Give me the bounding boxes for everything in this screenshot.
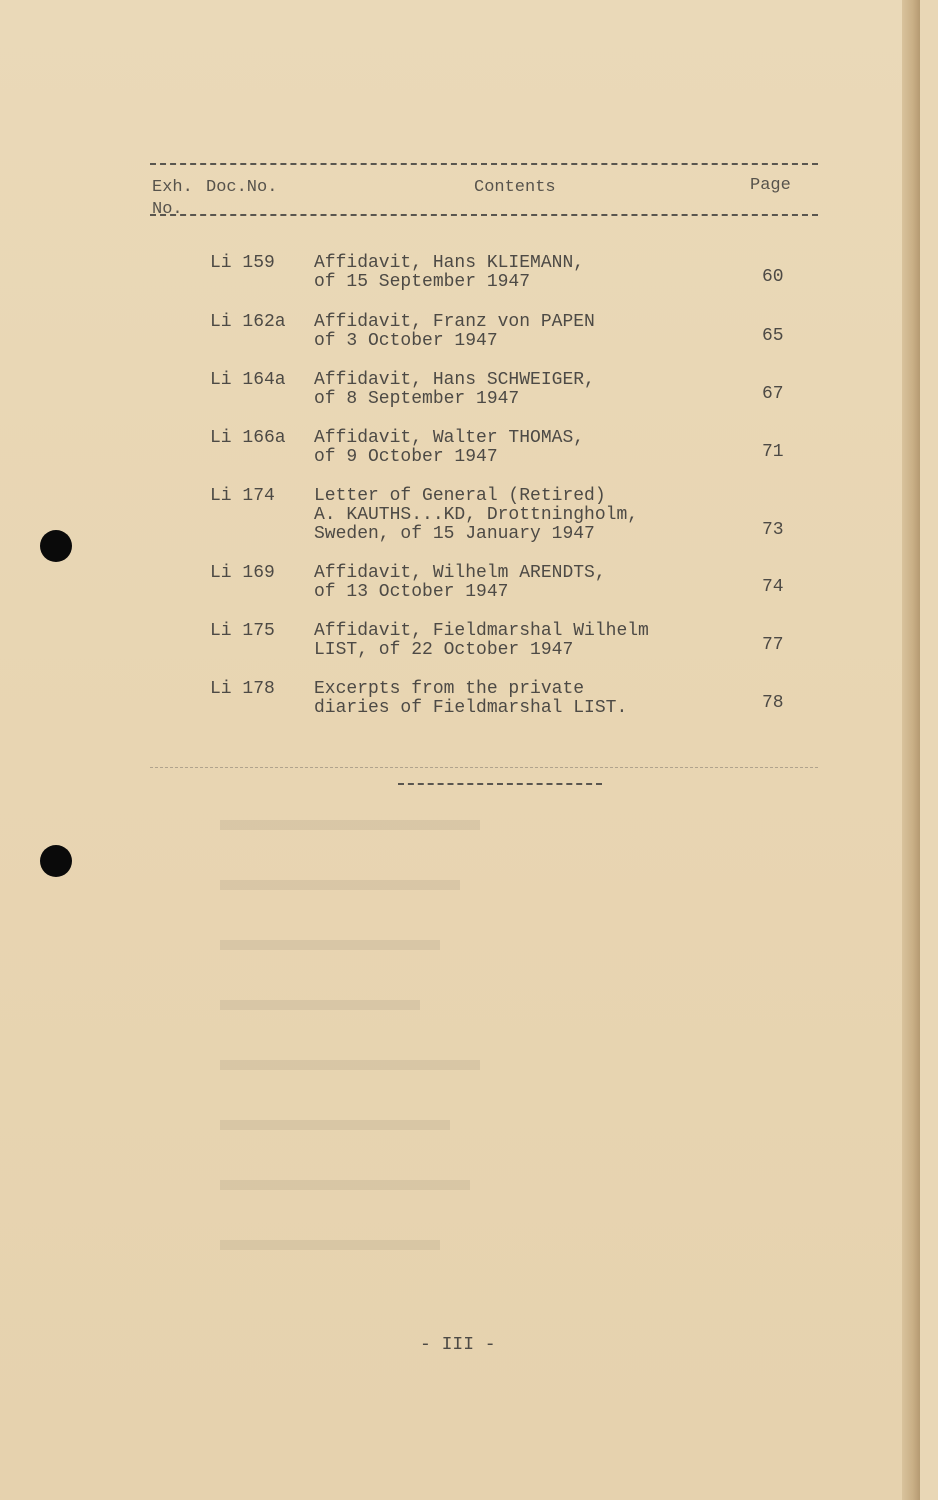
header-page: Page (750, 176, 791, 195)
header-doc-no: Doc.No. (206, 178, 278, 197)
entry-page: 74 (762, 577, 784, 597)
header-rule-top (150, 163, 818, 165)
entry-page: 73 (762, 520, 784, 540)
entry-page: 60 (762, 267, 784, 287)
entry-page: 71 (762, 442, 784, 462)
entry-description: Affidavit, Hans KLIEMANN, of 15 September 1947 (314, 253, 585, 292)
entry-page: 77 (762, 635, 784, 655)
entry-doc-no: Li 162a (210, 312, 286, 332)
entry-description: Excerpts from the private diaries of Fieldmarshal LIST. (314, 679, 628, 718)
header-exh: Exh. (152, 178, 193, 197)
header-rule-bottom (150, 214, 818, 216)
entry-doc-no: Li 174 (210, 486, 275, 506)
entry-page: 78 (762, 693, 784, 713)
page-footer: - III - (420, 1335, 496, 1355)
entry-description: Letter of General (Retired) A. KAUTHS...KD, Drottningholm, Sweden, of 15 January 1947 (314, 486, 639, 544)
entry-description: Affidavit, Hans SCHWEIGER, of 8 September 1947 (314, 370, 595, 409)
entry-doc-no: Li 164a (210, 370, 286, 390)
entry-page: 65 (762, 326, 784, 346)
faint-rule (150, 767, 818, 768)
entry-description: Affidavit, Wilhelm ARENDTS, of 13 October 1947 (314, 563, 606, 602)
entry-doc-no: Li 166a (210, 428, 286, 448)
section-end-rule (398, 783, 602, 785)
entry-description: Affidavit, Fieldmarshal Wilhelm LIST, of 22 October 1947 (314, 621, 649, 660)
entry-description: Affidavit, Franz von PAPEN of 3 October 1947 (314, 312, 595, 351)
entry-doc-no: Li 175 (210, 621, 275, 641)
punch-hole (40, 530, 72, 562)
paper-edge (902, 0, 920, 1500)
header-contents: Contents (474, 178, 556, 197)
entry-description: Affidavit, Walter THOMAS, of 9 October 1947 (314, 428, 585, 467)
bleed-through-marks (120, 800, 820, 1300)
entry-doc-no: Li 169 (210, 563, 275, 583)
header-exh-no: No. (152, 200, 183, 219)
entry-doc-no: Li 159 (210, 253, 275, 273)
entry-doc-no: Li 178 (210, 679, 275, 699)
punch-hole (40, 845, 72, 877)
entry-page: 67 (762, 384, 784, 404)
